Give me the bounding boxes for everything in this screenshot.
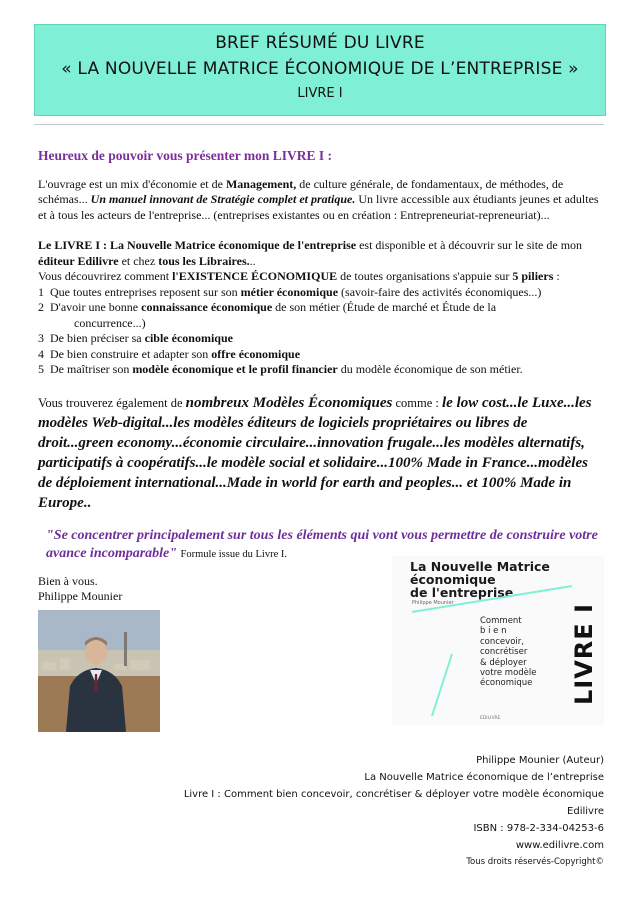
cover-publisher: EDILIVRE	[480, 716, 501, 721]
cover-subtitle	[480, 616, 537, 689]
copyright: Tous droits réservés-Copyright©	[466, 857, 604, 867]
credit-publisher: Edilivre	[567, 806, 604, 817]
cover-subtitle-line: Comment	[480, 616, 522, 626]
book-title: « LA NOUVELLE MATRICE ÉCONOMIQUE DE L’ENTREPRISE »	[61, 59, 579, 79]
cover-author: Philippe Mounier	[412, 600, 454, 606]
author-photo-image	[38, 610, 160, 732]
list-item	[38, 300, 604, 316]
booksellers: tous les Libraires.	[158, 253, 250, 268]
greeting: Heureux de pouvoir vous présenter mon LIVRE I :	[38, 148, 333, 163]
book-name: Le LIVRE I : La Nouvelle Matrice économique de l'entreprise	[38, 238, 357, 252]
item-text: De maîtriser son	[50, 362, 133, 376]
list-item	[38, 285, 604, 301]
item-keyword: métier économique	[240, 284, 339, 299]
five-pillars: 5 piliers	[512, 269, 554, 283]
item-text: De bien préciser sa	[50, 331, 145, 345]
cover-title-line: économique	[410, 572, 496, 587]
cover-subtitle-line: & déployer	[480, 657, 527, 668]
models-intro: Vous trouverez également de	[38, 395, 186, 410]
cover-subtitle-line: votre modèle	[480, 668, 537, 679]
pillars-intro-text: Vous découvrirez comment	[38, 269, 173, 283]
summary-body	[38, 148, 604, 564]
list-item	[38, 331, 604, 347]
cover-subtitle-line: b i e n	[480, 626, 507, 637]
availability-text: est disponible et à découvrir sur le site de mon	[356, 238, 583, 252]
item-text: Que toutes entreprises reposent sur son	[50, 284, 241, 299]
models-comme: comme :	[392, 395, 442, 410]
models-heading: nombreux Modèles Économiques	[185, 394, 393, 411]
item-number: 5	[38, 362, 44, 376]
item-text-2: de son métier (Étude de marché et Étude de la	[272, 300, 497, 314]
item-number: 1	[38, 284, 44, 299]
item-keyword: connaissance économique	[141, 300, 273, 314]
availability-paragraph	[38, 238, 604, 269]
intro-text-2: de culture générale, de fondamentaux, de méthodes, de schémas...	[38, 176, 564, 206]
quote-open: "	[46, 527, 54, 543]
availability-text-2: et chez	[118, 253, 159, 268]
credits	[184, 752, 604, 871]
pillars-intro-text-2: de toutes organisations s'appuie sur	[337, 269, 513, 283]
quote-text: Se concentrer principalement sur tous les éléments qui vont vous permettre de construire votre avance incomparable	[46, 527, 598, 561]
list-item	[38, 362, 604, 378]
signature	[38, 574, 122, 604]
item-number: 3	[38, 331, 44, 345]
item-keyword: offre économique	[211, 346, 301, 361]
cover-subtitle-line: concevoir,	[480, 636, 524, 647]
intro-text-3: Un livre accessible aux étudiants jeunes et adultes et à tous les acteurs de l'entreprise... (entreprises existantes ou en création : Entrepreneuriat-repreneuriat)...	[38, 192, 599, 222]
title-banner	[34, 24, 606, 116]
economic-existence: l'EXISTENCE ÉCONOMIQUE	[172, 269, 338, 283]
quote-source: Formule issue du Livre I.	[180, 548, 287, 560]
intro-text: L'ouvrage est un mix d'économie et de	[38, 176, 226, 191]
quote-close: "	[169, 545, 178, 561]
availability-dots: ..	[249, 253, 256, 268]
cover-title-line: de l'entreprise	[410, 585, 514, 600]
item-keyword: modèle économique et le profil financier	[132, 362, 338, 376]
intro-paragraph	[38, 177, 604, 224]
credit-title: La Nouvelle Matrice économique de l’entreprise	[364, 772, 604, 783]
book-cover	[392, 556, 604, 726]
author-photo	[38, 610, 160, 732]
cover-spine-text: LIVRE I	[570, 603, 598, 705]
item-keyword: cible économique	[144, 331, 233, 345]
item-text: De bien construire et adapter son	[50, 346, 212, 361]
intro-manual: Un manuel innovant de Stratégie complet et pratique.	[90, 192, 356, 206]
cover-subtitle-line: concrétiser	[480, 647, 528, 658]
intro-management: Management,	[225, 176, 297, 191]
publisher-name: éditeur Edilivre	[38, 253, 119, 268]
author-name: Philippe Mounier	[38, 589, 123, 603]
pillars-intro	[38, 269, 604, 285]
item-text: D'avoir une bonne	[50, 300, 142, 314]
document-title: BREF RÉSUMÉ DU LIVRE	[215, 33, 425, 53]
pillars-list	[38, 285, 604, 378]
cover-title-line: La Nouvelle Matrice	[410, 559, 550, 574]
item-text-2: (savoir-faire des activités économiques...)	[338, 284, 542, 299]
list-item	[38, 347, 604, 363]
cover-subtitle-line: économique	[480, 678, 533, 689]
closing: Bien à vous.	[38, 574, 98, 588]
item-continuation: concurrence...)	[74, 315, 146, 330]
item-number: 2	[38, 300, 44, 314]
item-number: 4	[38, 346, 44, 361]
pillars-colon: :	[553, 269, 560, 283]
credit-volume: Livre I : Comment bien concevoir, concrétiser & déployer votre modèle économique	[183, 789, 604, 800]
credit-author: Philippe Mounier (Auteur)	[476, 755, 604, 766]
divider	[34, 124, 604, 125]
models-paragraph	[38, 393, 604, 513]
credit-website: www.edilivre.com	[515, 840, 604, 851]
item-text-2: du modèle économique de son métier.	[337, 362, 523, 376]
volume-label: LIVRE I	[297, 86, 343, 101]
models-list: le low cost...le Luxe...les modèles Web-digital...les modèles éditeurs de logiciels propriétaires ou libres de droit...green economy...économie circulaire...innovation frugale...les modèles alternatifs, participatifs à coopératifs...le modèle social et solidaire...100% Made in France...modèles de déploiement international...Made in world for earth and peoples... et 100% Made in Europe..	[38, 394, 592, 511]
credit-isbn: ISBN : 978-2-334-04253-6	[473, 823, 604, 834]
